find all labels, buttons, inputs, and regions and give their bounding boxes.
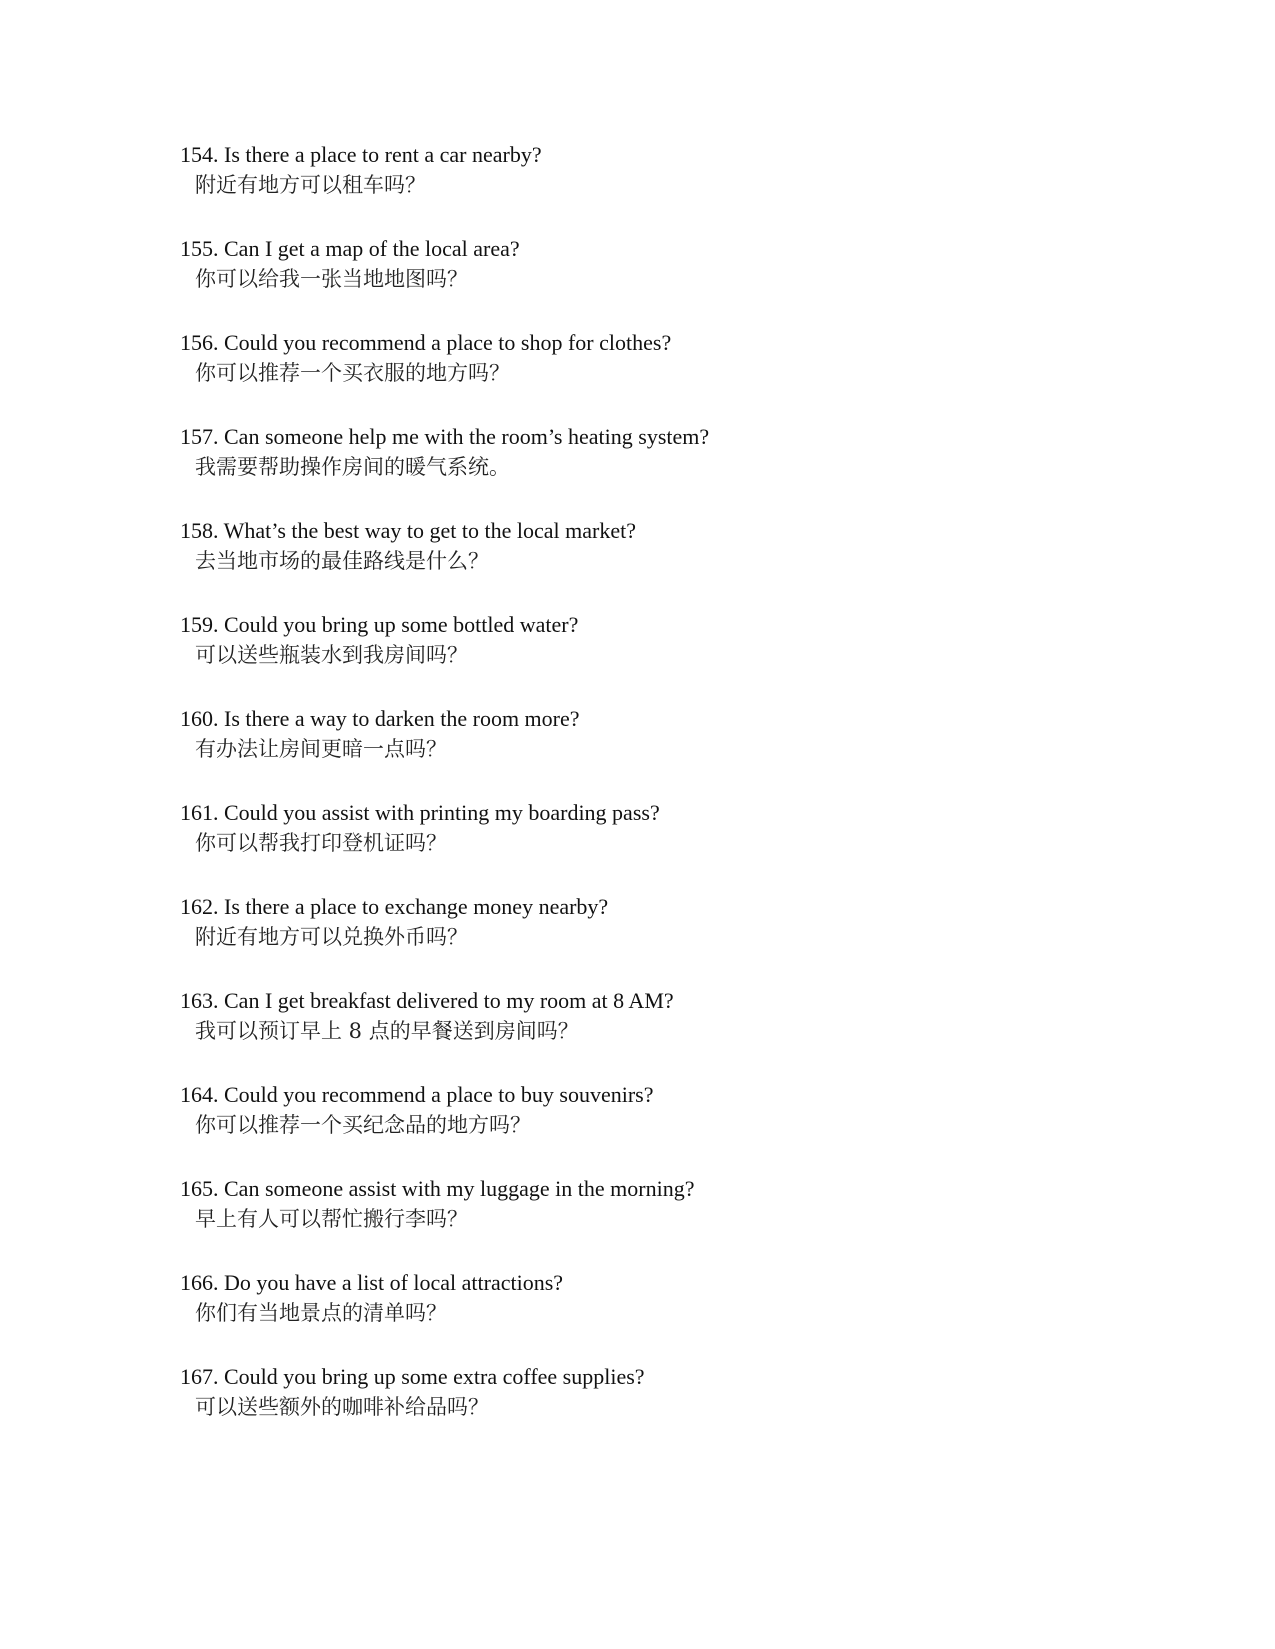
phrase-entry: [180, 516, 1080, 610]
phrase-entry: [180, 1080, 1080, 1174]
chinese-translation: 可以送些瓶装水到我房间吗？: [195, 643, 468, 667]
english-phrase: 158. What’s the best way to get to the local market?: [180, 518, 636, 543]
phrase-entry: [180, 328, 1080, 422]
phrase-entry: [180, 1362, 1080, 1456]
english-phrase: 164. Could you recommend a place to buy souvenirs?: [180, 1082, 654, 1107]
chinese-translation: 你可以推荐一个买衣服的地方吗？: [195, 361, 510, 385]
phrase-entry: [180, 610, 1080, 704]
phrase-entry: [180, 986, 1080, 1080]
phrase-entry: [180, 798, 1080, 892]
english-phrase: 162. Is there a place to exchange money nearby?: [180, 894, 609, 919]
english-phrase: 160. Is there a way to darken the room more?: [180, 706, 580, 731]
chinese-translation: 附近有地方可以兑换外币吗？: [195, 925, 468, 949]
chinese-translation: 你们有当地景点的清单吗？: [195, 1301, 447, 1325]
english-phrase: 161. Could you assist with printing my boarding pass?: [180, 800, 660, 825]
english-phrase: 156. Could you recommend a place to shop for clothes?: [180, 330, 672, 355]
phrase-entry: [180, 422, 1080, 516]
phrase-entry: [180, 704, 1080, 798]
phrase-entry: [180, 140, 1080, 234]
chinese-translation: 附近有地方可以租车吗？: [195, 173, 426, 197]
chinese-translation: 可以送些额外的咖啡补给品吗？: [195, 1395, 489, 1419]
english-phrase: 167. Could you bring up some extra coffee supplies?: [180, 1364, 645, 1389]
english-phrase: 157. Can someone help me with the room’s heating system?: [180, 424, 710, 449]
english-phrase: 154. Is there a place to rent a car nearby?: [180, 142, 542, 167]
chinese-translation: 去当地市场的最佳路线是什么？: [195, 549, 489, 573]
chinese-translation: 有办法让房间更暗一点吗？: [195, 737, 447, 761]
chinese-translation: 你可以给我一张当地地图吗？: [195, 267, 468, 291]
english-phrase: 159. Could you bring up some bottled water?: [180, 612, 579, 637]
phrase-entry: [180, 1268, 1080, 1362]
english-phrase: 165. Can someone assist with my luggage in the morning?: [180, 1176, 695, 1201]
english-phrase: 155. Can I get a map of the local area?: [180, 236, 520, 261]
phrase-entry: [180, 234, 1080, 328]
chinese-translation: 早上有人可以帮忙搬行李吗？: [195, 1207, 468, 1231]
chinese-translation: 我可以预订早上 8 点的早餐送到房间吗？: [195, 1019, 579, 1043]
english-phrase: 166. Do you have a list of local attractions?: [180, 1270, 564, 1295]
chinese-translation: 我需要帮助操作房间的暖气系统。: [195, 455, 510, 479]
phrase-entry: [180, 892, 1080, 986]
english-phrase: 163. Can I get breakfast delivered to my room at 8 AM?: [180, 988, 674, 1013]
phrase-entry: [180, 1174, 1080, 1268]
chinese-translation: 你可以帮我打印登机证吗？: [195, 831, 447, 855]
chinese-translation: 你可以推荐一个买纪念品的地方吗？: [195, 1113, 531, 1137]
phrase-list: [180, 140, 1080, 1456]
